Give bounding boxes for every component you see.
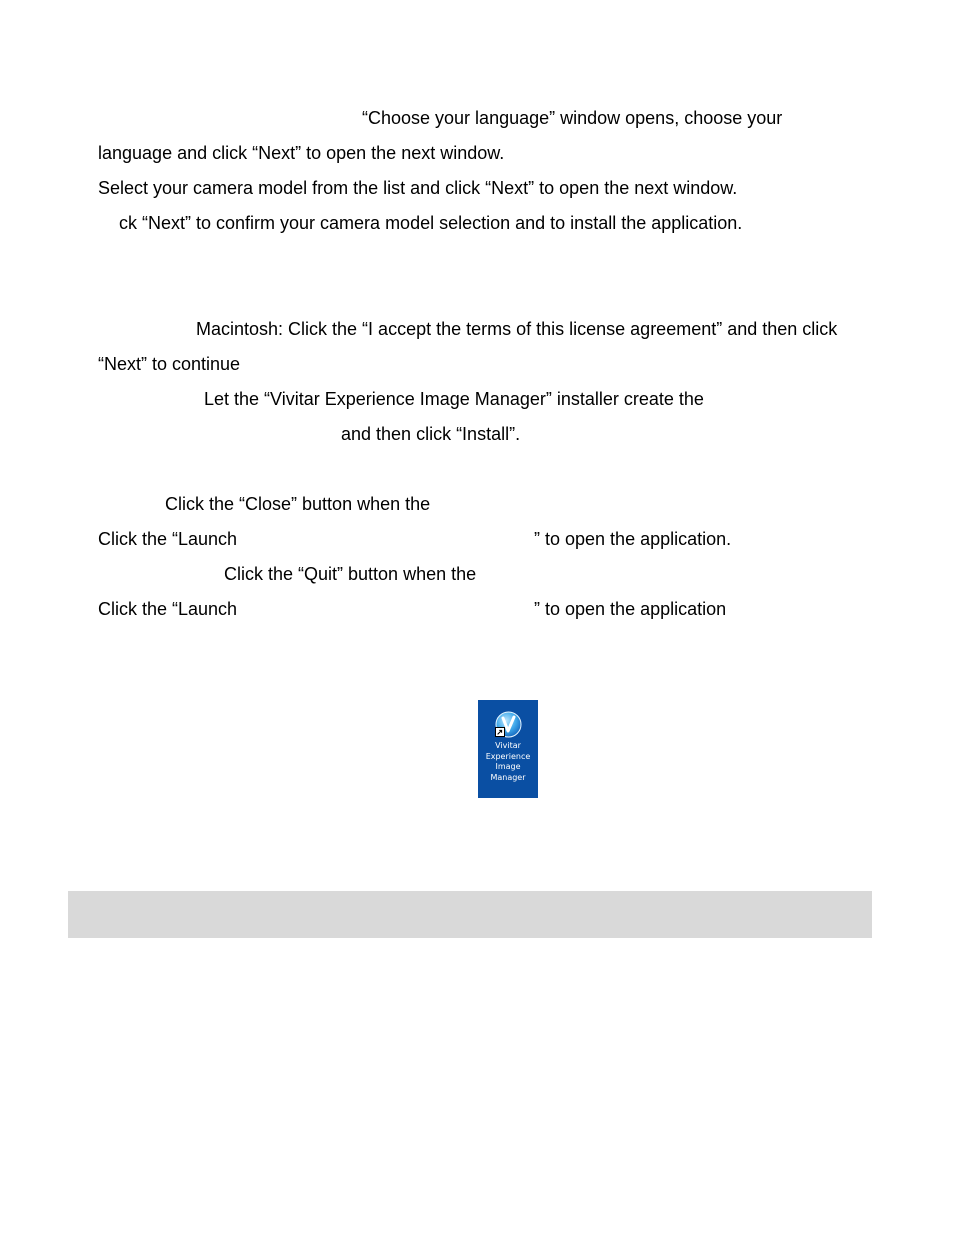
caption-line: Image bbox=[495, 762, 521, 771]
shortcut-arrow-icon bbox=[495, 727, 505, 737]
instruction-launch-mac-end: ” to open the application bbox=[534, 599, 727, 619]
instruction-select-camera: Select your camera model from the list and click “Next” to open the next window. bbox=[98, 178, 738, 198]
instruction-launch-end: ” to open the application. bbox=[534, 529, 732, 549]
instruction-click-close: Click the “Close” button when the bbox=[165, 494, 431, 514]
instruction-launch-mac-start: Click the “Launch bbox=[98, 599, 238, 619]
instruction-language-next: language and click “Next” to open the next window. bbox=[98, 143, 505, 163]
instruction-click-install: and then click “Install”. bbox=[341, 424, 521, 444]
caption-line: Vivitar bbox=[495, 741, 521, 750]
caption-line: Manager bbox=[490, 772, 526, 782]
section-header-bar bbox=[68, 891, 872, 938]
instruction-confirm-install: ck “Next” to confirm your camera model selection and to install the application. bbox=[119, 213, 743, 233]
instruction-language-window: “Choose your language” window opens, choose your bbox=[362, 108, 783, 128]
vivitar-desktop-shortcut[interactable] bbox=[478, 700, 538, 798]
instruction-launch-start: Click the “Launch bbox=[98, 529, 238, 549]
instruction-mac-license: Macintosh: Click the “I accept the terms of this license agreement” and then click bbox=[196, 319, 838, 339]
instruction-installer-create: Let the “Vivitar Experience Image Manager” installer create the bbox=[204, 389, 704, 409]
shortcut-caption bbox=[478, 741, 538, 783]
instruction-click-quit: Click the “Quit” button when the bbox=[224, 564, 477, 584]
caption-line: Experience bbox=[485, 751, 531, 761]
instruction-mac-next: “Next” to continue bbox=[98, 354, 241, 374]
